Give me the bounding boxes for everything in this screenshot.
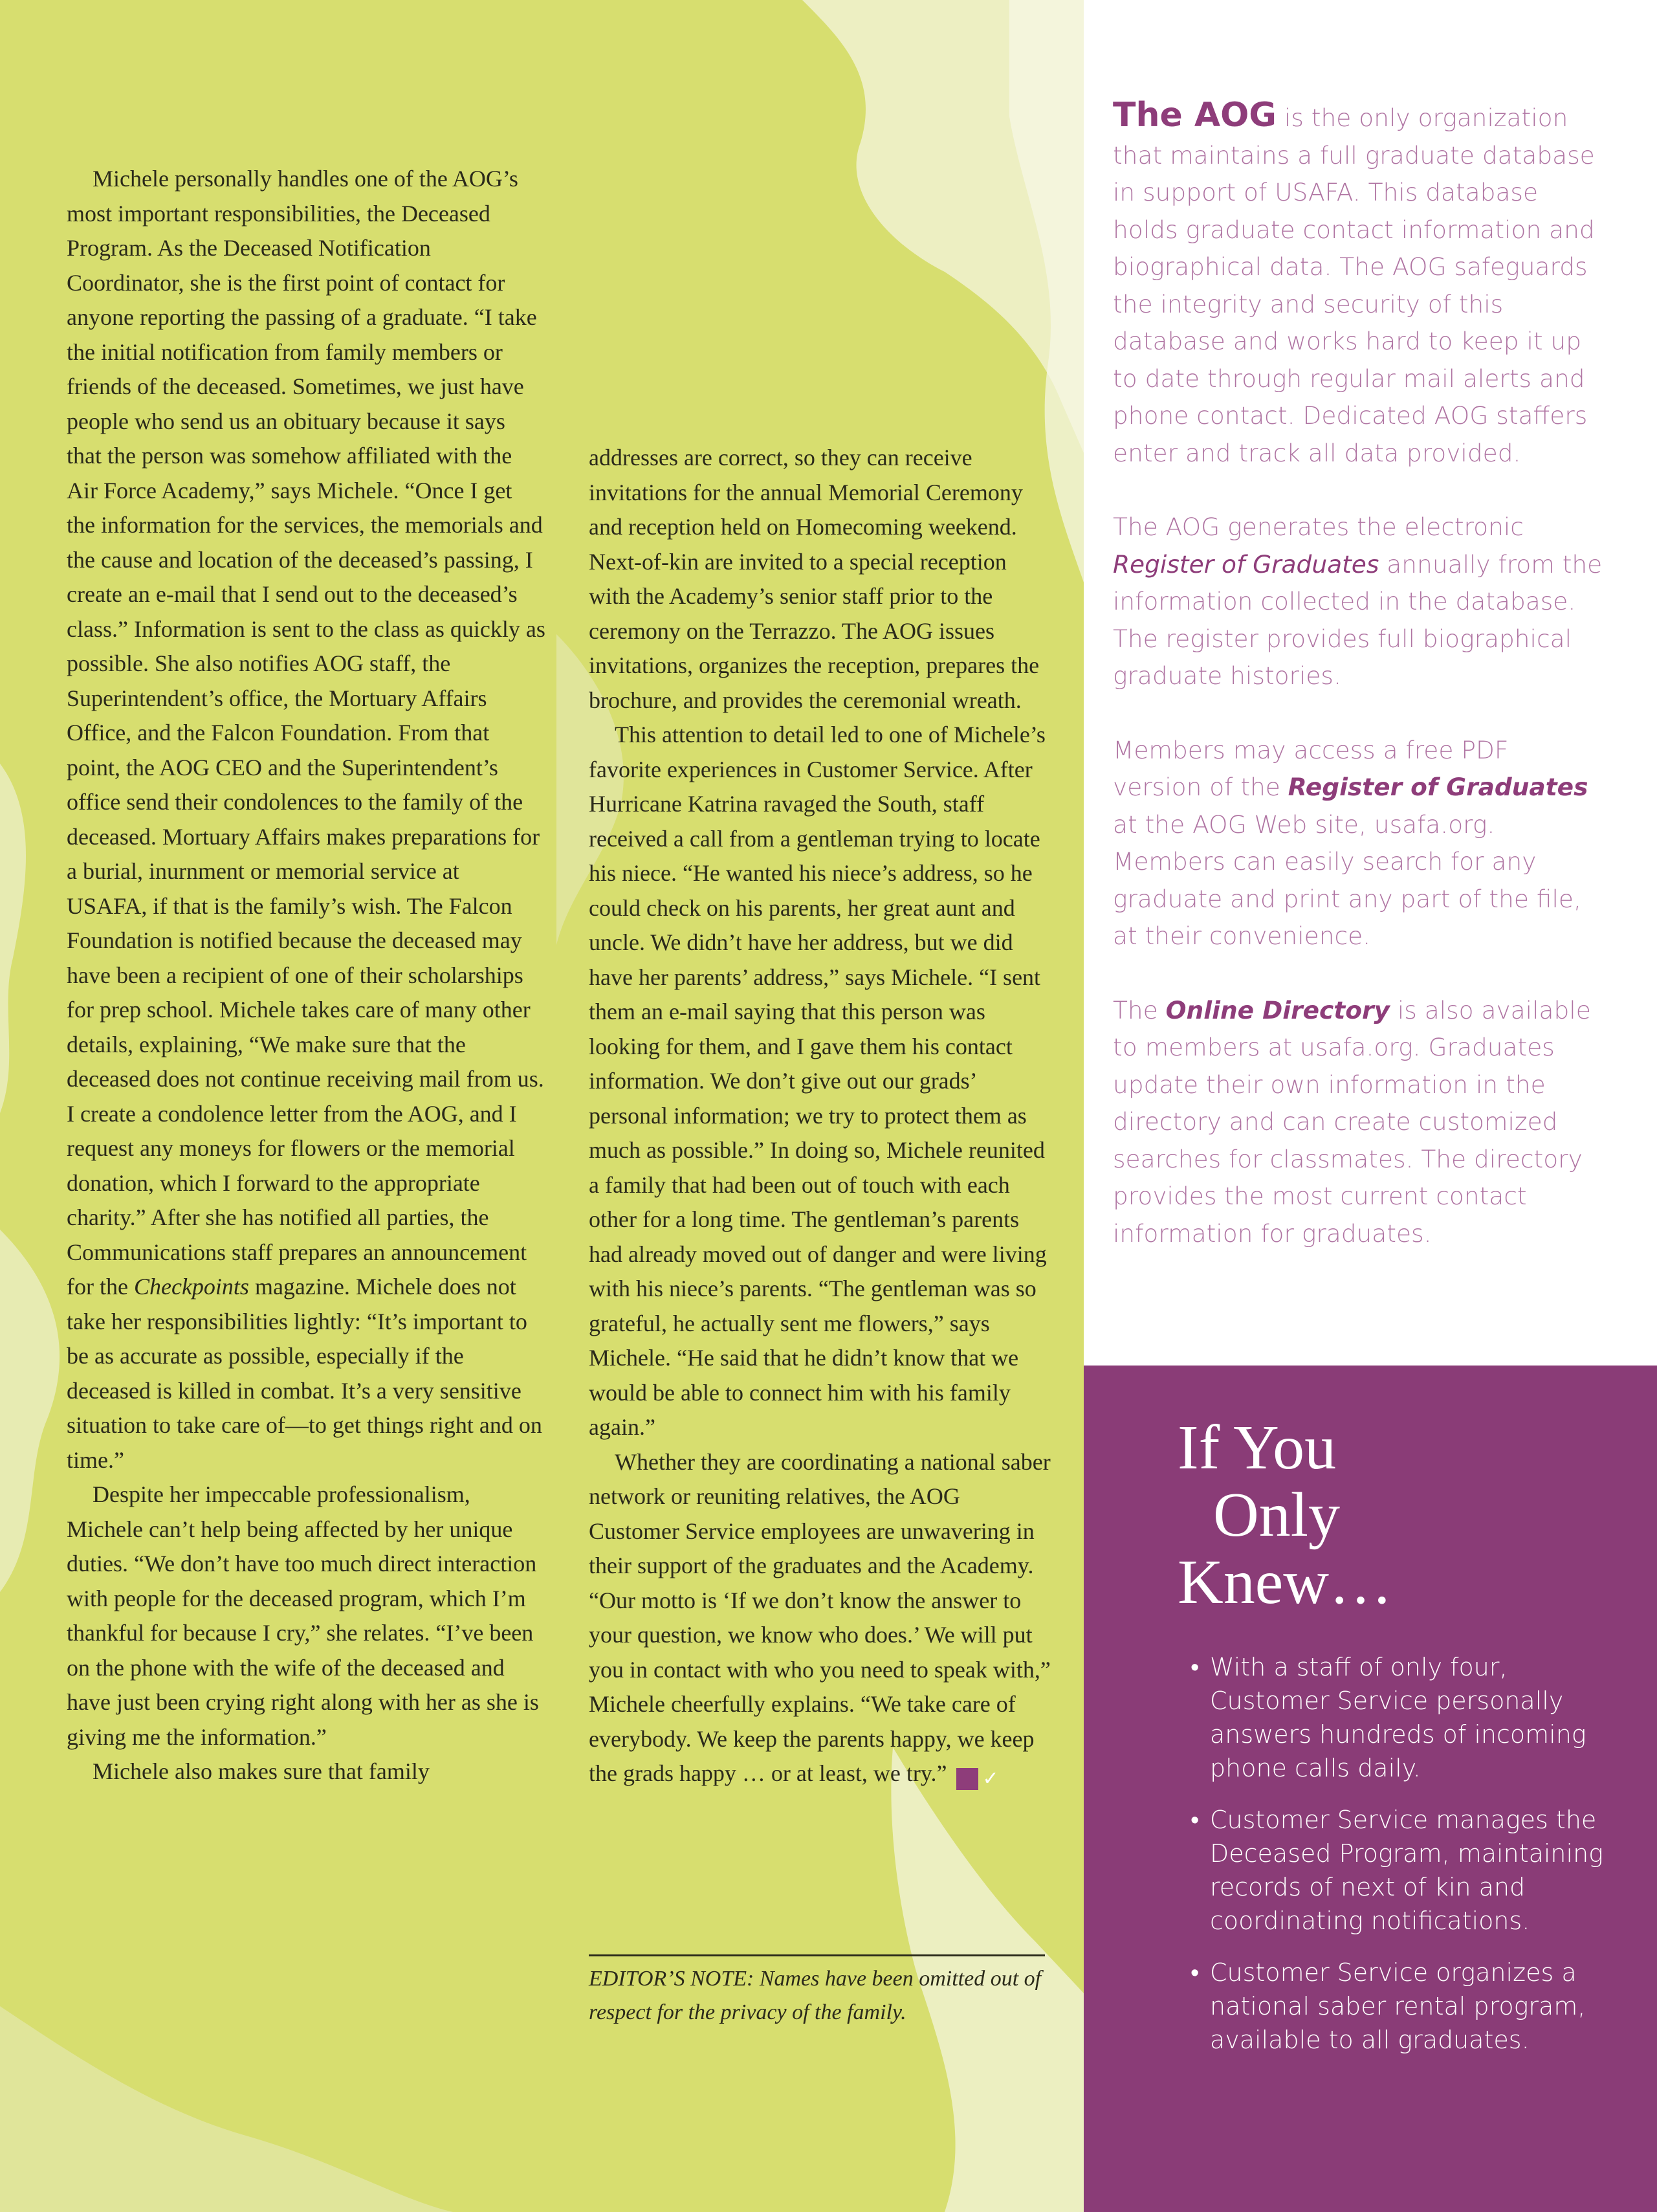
list-item: • Customer Service manages the Deceased Program, maintaining records of next of kin and coordinating notifications. — [1191, 1803, 1624, 1938]
paragraph: This attention to detail led to one of Michele’s favorite experiences in Customer Service. After Hurricane Katrina ravaged the South, staff received a call from a gentleman trying to locate his niece. “He wanted his niece’s address, so he could check on his parents, her great aunt and uncle. We didn’t have her address, but we did have her parents’ address,” says Michele. “I sent them an e-mail saying that this person was looking for them, and I gave them his contact information. We don’t give out our grads’ personal information; we try to protect them as much as possible.” In doing so, Michele reunited a family that had been out of touch with each other for a long time. The gentleman’s parents had already moved out of danger and were living with his niece’s parents. “The gentleman was so grateful, he actually sent me flowers,” says Michele. “He said that he didn’t know that we would be able to connect him with his family again.” — [589, 722, 1047, 1440]
sidebar-lead: The AOG — [1113, 96, 1277, 135]
bullet-icon: • — [1191, 1653, 1200, 1681]
aog-sidebar — [1113, 97, 1605, 1289]
magazine-title: Checkpoints — [133, 1274, 249, 1300]
paragraph: Michele personally handles one of the AOG’s most important responsibilities, the Deceased Program. As the Deceased Notification Coordinator, she is the first point of contact for anyone reporting the passing of a graduate. “I take the initial notification from family members or friends of the deceased. Sometimes, we just have people who send us an obituary because it says that the person was somehow affiliated with the Air Force Academy,” says Michele. “Once I get the information for the services, the memorials and the cause and location of the deceased’s passing, I create an e-mail that I send out to the deceased’s class.” Information is sent to the class as quickly as possible. She also notifies AOG staff, the Superintendent’s office, the Mortuary Affairs Office, and the Falcon Foundation. From that point, the AOG CEO and the Superintendent’s office send their condolences to the family of the deceased. Mortuary Affairs makes preparations for a burial, inurnment or memorial service at USAFA, if that is the family’s wish. The Falcon Foundation is notified because the deceased may have been a recipient of one of their scholarships for prep school. Michele takes care of many other details, explaining, “We make sure that the deceased does not continue receiving mail from us. I create a condolence letter from the AOG, and I request any moneys for flowers or the memorial donation, which I forward to the appropriate charity.” After she has notified all parties, the Communications staff prepares an announcement for the Checkpoints magazine. Michele does not take her responsibilities lightly: “It’s important to be as accurate as possible, especially if the deceased is killed in combat. It’s a very sensitive situation to take care of—to get things right and on time.” — [67, 166, 545, 1473]
if-you-only-knew-box — [1084, 1366, 1657, 2212]
paragraph: addresses are correct, so they can receive invitations for the annual Memorial Ceremony and reception held on Homecoming weekend. Next-of-kin are invited to a special reception with the Academy’s senior staff prior to the ceremony on the Terrazzo. The AOG issues invitations, organizes the reception, prepares the brochure, and provides the ceremonial wreath. — [589, 445, 1040, 713]
sidebar-paragraph: Members may access a free PDF version of the Register of Graduates at the AOG Web site, usafa.org. Members can easily search for any graduate and print any part of the file, at their convenience. — [1113, 735, 1588, 950]
article-column-1 — [67, 162, 545, 1789]
box-title-line: If You — [1178, 1413, 1337, 1483]
register-title-bold: Register of Graduates — [1288, 773, 1588, 801]
bullet-icon: • — [1191, 1806, 1200, 1834]
register-title: Register of Graduates — [1113, 549, 1379, 579]
box-title — [1178, 1414, 1566, 1616]
paragraph: Michele also makes sure that family — [93, 1758, 430, 1784]
paragraph: Despite her impeccable professionalism, Michele can’t help being affected by her unique duties. “We don’t have too much direct interaction with people for the deceased program, which I’m thankful for because I cry,” she relates. “I’ve been on the phone with the wife of the deceased and have just been crying right along with her as she is giving me the information.” — [67, 1481, 539, 1750]
online-directory-title: Online Directory — [1165, 995, 1390, 1024]
sidebar-paragraph: The Online Directory is also available to members at usafa.org. Graduates update their own information in the directory and can create customized searches for classmates. The directory provides the most current contact information for graduates. — [1113, 995, 1591, 1248]
paragraph: Whether they are coordinating a national saber network or reuniting relatives, the AOG Customer Service employees are unwavering in their support of the graduates and the Academy. “Our motto is ‘If we don’t know the answer to your question, we know who does.’ We will put you in contact with who you need to speak with,” Michele cheerfully explains. “We take care of everybody. We keep the parents happy, we keep the grads happy … or at least, we try.” ✓ — [589, 1448, 1051, 1790]
editor-note-divider — [589, 1954, 1045, 1956]
article-column-2 — [589, 441, 1051, 1791]
facts-list — [1191, 1650, 1624, 2075]
sidebar-paragraph: The AOG generates the electronic Register of Graduates annually from the information collected in the database. The register provides full biographical graduate histories. — [1113, 513, 1603, 690]
sidebar-paragraph: The AOG is the only organization that maintains a full graduate database in support of USAFA. This database holds graduate contact information and biographical data. The AOG safeguards the integrity and security of this database and works hard to keep it up to date through regular mail alerts and phone contact. Dedicated AOG staffers enter and track all data provided. — [1113, 96, 1595, 467]
list-item: • Customer Service organizes a national saber rental program, available to all graduates. — [1191, 1956, 1624, 2057]
editor-note: EDITOR’S NOTE: Names have been omitted out of respect for the privacy of the family. — [589, 1967, 1042, 2024]
list-item: • With a staff of only four, Customer Service personally answers hundreds of incoming phone calls daily. — [1191, 1650, 1624, 1785]
end-mark-check-icon: ✓ — [956, 1768, 978, 1790]
bullet-icon: • — [1191, 1958, 1200, 1987]
box-title-line: Knew… — [1178, 1547, 1393, 1617]
box-title-line: Only — [1213, 1480, 1340, 1550]
